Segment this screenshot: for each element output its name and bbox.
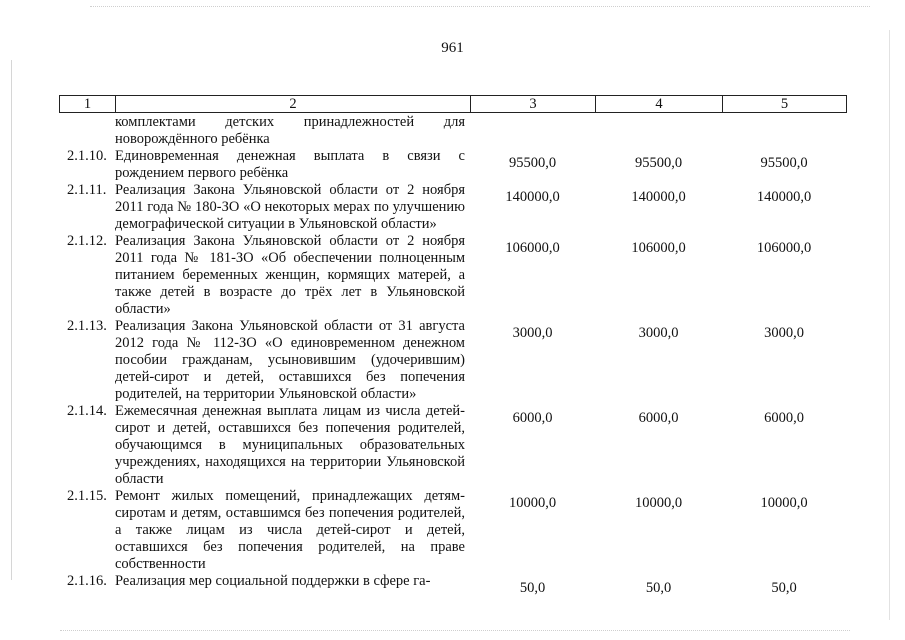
row-description: Реализация Закона Ульяновской области от 2 ноября 2011 года № 180-ЗО «О некоторых мерах по улучшению демографической ситуации в Ульяновской области» [115,182,465,232]
scan-top-edge [90,6,870,8]
row-description: комплектами детских принадлежностей для новорождённого ребёнка [115,114,465,147]
column-header-5: 5 [723,96,847,113]
table-row [59,233,846,318]
row-value-col4: 95500,0 [634,155,683,171]
row-description: Реализация мер социальной поддержки в сфере га- [115,573,431,589]
row-value-col4: 3000,0 [638,325,679,341]
table-row [59,573,846,597]
column-header-4: 4 [596,96,723,113]
row-description: Реализация Закона Ульяновской области от 31 августа 2012 года № 112-ЗО «О единовременном денежном пособии гражданам, усыновившим (удочерившим) детей-сирот и детей, оставшихся без попечения родителей, на территории Ульяновской области» [115,318,465,402]
row-value-col5: 6000,0 [764,410,804,426]
row-value-col4: 106000,0 [631,240,686,256]
row-number: 2.1.10. [67,148,107,164]
row-number [59,114,115,148]
row-description: Ремонт жилых помещений, принадлежащих детям-сиротам и детям, оставшимся без попечения родителей, а также лицам из числа детей-сирот и детей, оставшихся без попечения родителей, на праве собственности [115,488,465,572]
row-value-col5: 106000,0 [756,240,812,256]
row-value-col3: 3000,0 [512,325,553,341]
row-value-col5: 10000,0 [760,495,808,511]
row-value-col5: 140000,0 [756,189,812,205]
row-value-col4: 10000,0 [634,495,683,511]
column-header-2: 2 [116,96,471,113]
row-value-col5: 50,0 [771,580,797,596]
page-number: 961 [441,40,464,56]
row-number: 2.1.13. [67,318,107,334]
table-row [59,403,846,488]
scan-right-margin-line [889,30,890,620]
row-number: 2.1.16. [67,573,107,589]
column-header-3: 3 [471,96,596,113]
row-value-col4: 140000,0 [631,189,686,205]
scan-bottom-edge [60,630,850,632]
table-row [59,148,846,182]
row-number: 2.1.12. [67,233,107,249]
row-value-col3: 50,0 [519,580,546,596]
row-number: 2.1.15. [67,488,107,504]
row-value-col3: 140000,0 [505,189,560,205]
column-header-row [59,95,847,113]
table-row [59,488,846,573]
row-value-col4: 50,0 [645,580,672,596]
row-value-col4: 6000,0 [638,410,679,426]
row-value-col3: 10000,0 [508,495,557,511]
row-description: Ежемесячная денежная выплата лицам из числа детей-сирот и детей, оставшихся без попечения родителей, обучающимся в муниципальных образовательных учреждениях, находящихся на территории Ульяновской области [115,403,465,487]
row-value-col5: 3000,0 [764,325,804,341]
row-value-col3 [470,114,595,148]
row-value-col5 [722,114,846,148]
row-value-col3: 106000,0 [505,240,560,256]
row-value-col3: 6000,0 [512,410,553,426]
table-row [59,114,846,148]
row-description: Единовременная денежная выплата в связи с рождением первого ребёнка [115,148,465,181]
row-number: 2.1.14. [67,403,107,419]
row-value-col4 [595,114,722,148]
scan-left-margin-line [11,60,12,580]
row-value-col5: 95500,0 [760,155,808,171]
column-header-1: 1 [60,96,116,113]
table-row [59,318,846,403]
row-description: Реализация Закона Ульяновской области от 2 ноября 2011 года № 181-ЗО «Об обеспечении полноценным питанием беременных женщин, кормящих матерей, а также детей в возрасте до трёх лет в Ульяновской области» [115,233,465,317]
table-row [59,182,846,233]
row-value-col3: 95500,0 [508,155,557,171]
budget-table [59,114,846,597]
row-number: 2.1.11. [67,182,107,198]
